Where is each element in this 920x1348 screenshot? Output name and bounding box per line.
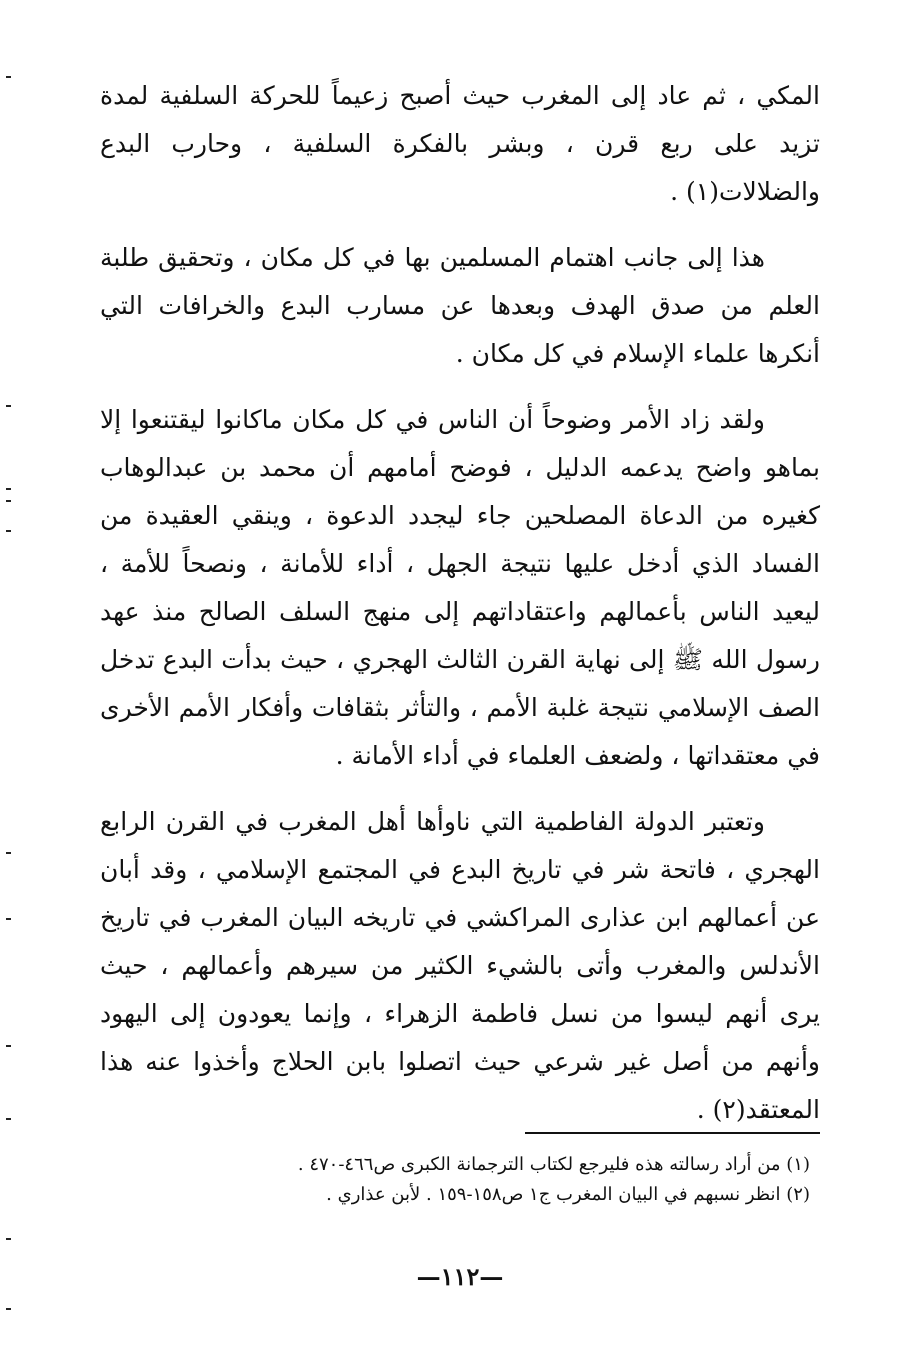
margin-mark: [6, 488, 11, 490]
footnotes: [100, 1150, 810, 1210]
page-number: —١١٢—: [416, 1262, 504, 1291]
margin-mark: [6, 530, 11, 532]
margin-mark: [6, 1118, 11, 1120]
margin-mark: [6, 405, 11, 407]
margin-mark: [6, 1308, 11, 1310]
margin-mark: [6, 1045, 11, 1047]
paragraph-1: المكي ، ثم عاد إلى المغرب حيث أصبح زعيماً للحركة السلفية لمدة تزيد على ربع قرن ، وبشر بالفكرة السلفية ، وحارب البدع والضلالات(١) .: [100, 81, 821, 206]
margin-mark: [6, 1238, 11, 1240]
paragraph-2: هذا إلى جانب اهتمام المسلمين بها في كل مكان ، وتحقيق طلبة العلم من صدق الهدف وبعدها عن مسارب البدع والخرافات التي أنكرها علماء الإسلام في كل مكان .: [100, 243, 820, 368]
margin-mark: [6, 500, 11, 502]
footnote-1: (١) من أراد رسالته هذه فليرجع لكتاب الترجمانة الكبرى ص٤٦٦-٤٧٠ .: [297, 1154, 810, 1175]
footnote-2: (٢) انظر نسبهم في البيان المغرب ج١ ص١٥٨-١٥٩ . لأبن عذاري .: [326, 1184, 810, 1205]
main-text: [100, 72, 820, 1152]
footnote-divider: [525, 1132, 820, 1134]
paragraph-3: ولقد زاد الأمر وضوحاً أن الناس في كل مكان ماكانوا ليقتنعوا إلا بماهو واضح يدعمه الدليل ، فوضح أمامهم أن محمد بن عبدالوهاب كغيره من الدعاة المصلحين جاء ليجدد الدعوة ، وينقي العقيدة من الفساد الذي أدخل عليها نتيجة الجهل ، أداء للأمانة ، ونصحاً للأمة ، ليعيد الناس بأعمالهم واعتقاداتهم إلى منهج السلف الصالح منذ عهد رسول الله ﷺ إلى نهاية القرن الثالث الهجري ، حيث بدأت البدع تدخل الصف الإسلامي نتيجة غلبة الأمم ، والتأثر بثقافات وأفكار الأمم الأخرى في معتقداتها ، ولضعف العلماء في أداء الأمانة .: [100, 405, 820, 770]
paragraph-4: وتعتبر الدولة الفاطمية التي ناوأها أهل المغرب في القرن الرابع الهجري ، فاتحة شر في تاريخ البدع في المجتمع الإسلامي ، وقد أبان عن أعمالهم ابن عذارى المراكشي في تاريخه البيان المغرب في تاريخ الأندلس والمغرب وأتى بالشيء الكثير من سيرهم وأعمالهم ، حيث يرى أنهم ليسوا من نسل فاطمة الزهراء ، وإنما يعودون إلى اليهود وأنهم من أصل غير شرعي حيث اتصلوا بابن الحلاج وأخذوا عنه هذا المعتقد(٢) .: [100, 807, 820, 1124]
margin-mark: [6, 76, 11, 78]
margin-mark: [6, 852, 11, 854]
margin-mark: [6, 918, 11, 920]
